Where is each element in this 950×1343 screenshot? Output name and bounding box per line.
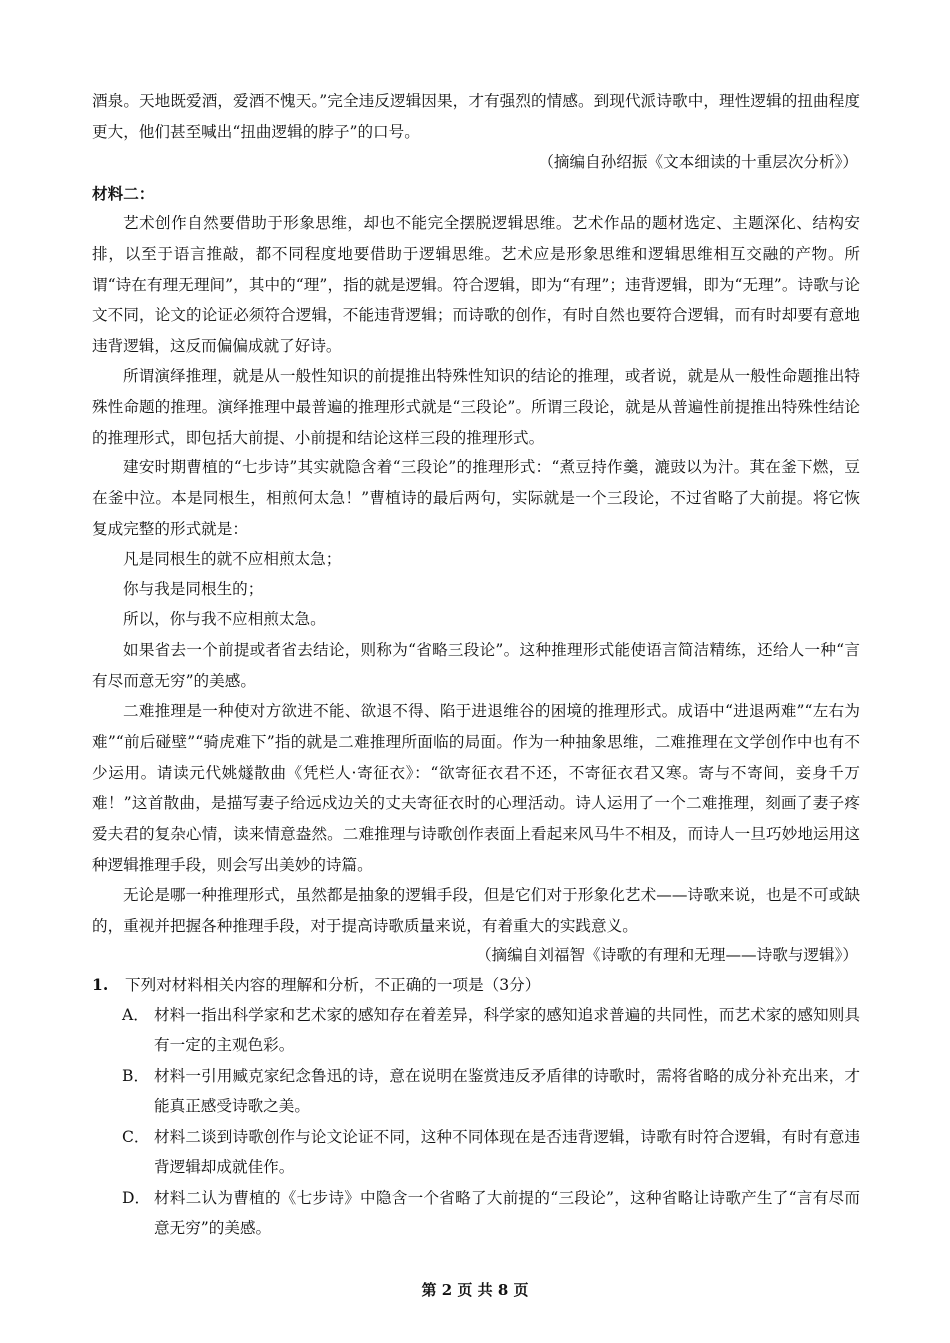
option-a[interactable] (122, 1000, 860, 1060)
material2-paragraph-4: 如果省去一个前提或者省去结论，则称为“省略三段论”。这种推理形式能使语言简洁精练，还给人一种“言有尽而意无穷”的美感。 (92, 641, 860, 690)
option-c[interactable] (122, 1122, 860, 1182)
continuation-paragraph: 酒泉。天地既爱酒，爱酒不愧天。”完全违反逻辑因果，才有强烈的情感。到现代派诗歌中，理性逻辑的扭曲程度更大，他们甚至喊出“扭曲逻辑的脖子”的口号。 (92, 92, 860, 141)
material1-source: （摘编自孙绍振《文本细读的十重层次分析》） (538, 153, 858, 171)
material2-paragraph-1: 艺术创作自然要借助于形象思维，却也不能完全摆脱逻辑思维。艺术作品的题材选定、主题深化、结构安排，以至于语言推敲，都不同程度地要借助于逻辑思维。艺术应是形象思维和逻辑思维相互交融的产物。所谓“诗在有理无理间”，其中的“理”，指的就是逻辑。符合逻辑，即为“有理”；违背逻辑，即为“无理”。诗歌与论文不同，论文的论证必须符合逻辑，不能违背逻辑；而诗歌的创作，有时自然也要符合逻辑，而有时却要有意地违背逻辑，这反而偏偏成就了好诗。 (92, 214, 860, 356)
material2-heading: 材料二： (92, 184, 155, 203)
syllogism-major-premise: 凡是同根生的就不应相煎太急； (123, 550, 342, 568)
material2-paragraph-3: 建安时期曹植的“七步诗”其实就隐含着“三段论”的推理形式：“煮豆持作羹，漉豉以为汁。萁在釜下燃，豆在釜中泣。本是同根生，相煎何太急！”曹植诗的最后两句，实际就是一个三段论，不过省略了大前提。将它恢复成完整的形式就是： (92, 458, 860, 538)
question-1-stem: 下列对材料相关内容的理解和分析，不正确的一项是（3分） (125, 976, 541, 994)
option-c-label: C． (122, 1128, 150, 1146)
syllogism-minor-premise: 你与我是同根生的； (123, 580, 264, 598)
option-d[interactable] (122, 1183, 860, 1243)
material2-paragraph-6: 无论是哪一种推理形式，虽然都是抽象的逻辑手段，但是它们对于形象化艺术——诗歌来说，也是不可或缺的，重视并把握各种推理手段，对于提高诗歌质量来说，有着重大的实践意义。 (92, 886, 860, 935)
option-a-label: A． (122, 1006, 149, 1024)
option-d-label: D． (122, 1189, 151, 1207)
option-b-text: 材料一引用臧克家纪念鲁迅的诗，意在说明在鉴赏违反矛盾律的诗歌时，需将省略的成分补充出来，才能真正感受诗歌之美。 (154, 1067, 860, 1115)
material2-paragraph-5: 二难推理是一种使对方欲进不能、欲退不得、陷于进退维谷的困境的推理形式。成语中“进退两难”“左右为难”“前后碰壁”“骑虎难下”指的就是二难推理所面临的局面。作为一种抽象思维，二难推理在文学创作中也有不少运用。请读元代姚燧散曲《凭栏人·寄征衣》：“欲寄征衣君不还，不寄征衣君又寒。寄与不寄间，妾身千万难！”这首散曲，是描写妻子给远戍边关的丈夫寄征衣时的心理活动。诗人运用了一个二难推理，刻画了妻子疼爱夫君的复杂心情，读来情意盎然。二难推理与诗歌创作表面上看起来风马牛不相及，而诗人一旦巧妙地运用这种逻辑推理手段，则会写出美妙的诗篇。 (92, 702, 860, 874)
option-c-text: 材料二谈到诗歌创作与论文论证不同，这种不同体现在是否违背逻辑，诗歌有时符合逻辑，有时有意违背逻辑却成就佳作。 (154, 1128, 860, 1176)
material2-source: （摘编自刘福智《诗歌的有理和无理——诗歌与逻辑》） (475, 946, 858, 964)
material2-paragraph-2: 所谓演绎推理，就是从一般性知识的前提推出特殊性知识的结论的推理，或者说，就是从一般性命题推出特殊性命题的推理。演绎推理中最普遍的推理形式就是“三段论”。所谓三段论，就是从普遍性前提推出特殊性结论的推理形式，即包括大前提、小前提和结论这样三段的推理形式。 (92, 367, 860, 447)
option-b[interactable] (122, 1061, 860, 1121)
option-a-text: 材料一指出科学家和艺术家的感知存在着差异，科学家的感知追求普遍的共同性，而艺术家的感知则具有一定的主观色彩。 (154, 1006, 860, 1054)
option-d-text: 材料二认为曹植的《七步诗》中隐含一个省略了大前提的“三段论”，这种省略让诗歌产生了“言有尽而意无穷”的美感。 (154, 1189, 860, 1237)
page-footer: 第 2 页 共 8 页 (421, 1281, 529, 1299)
syllogism-conclusion: 所以，你与我不应相煎太急。 (123, 610, 326, 628)
question-1-number: 1. (92, 975, 109, 994)
option-b-label: B． (122, 1067, 150, 1085)
